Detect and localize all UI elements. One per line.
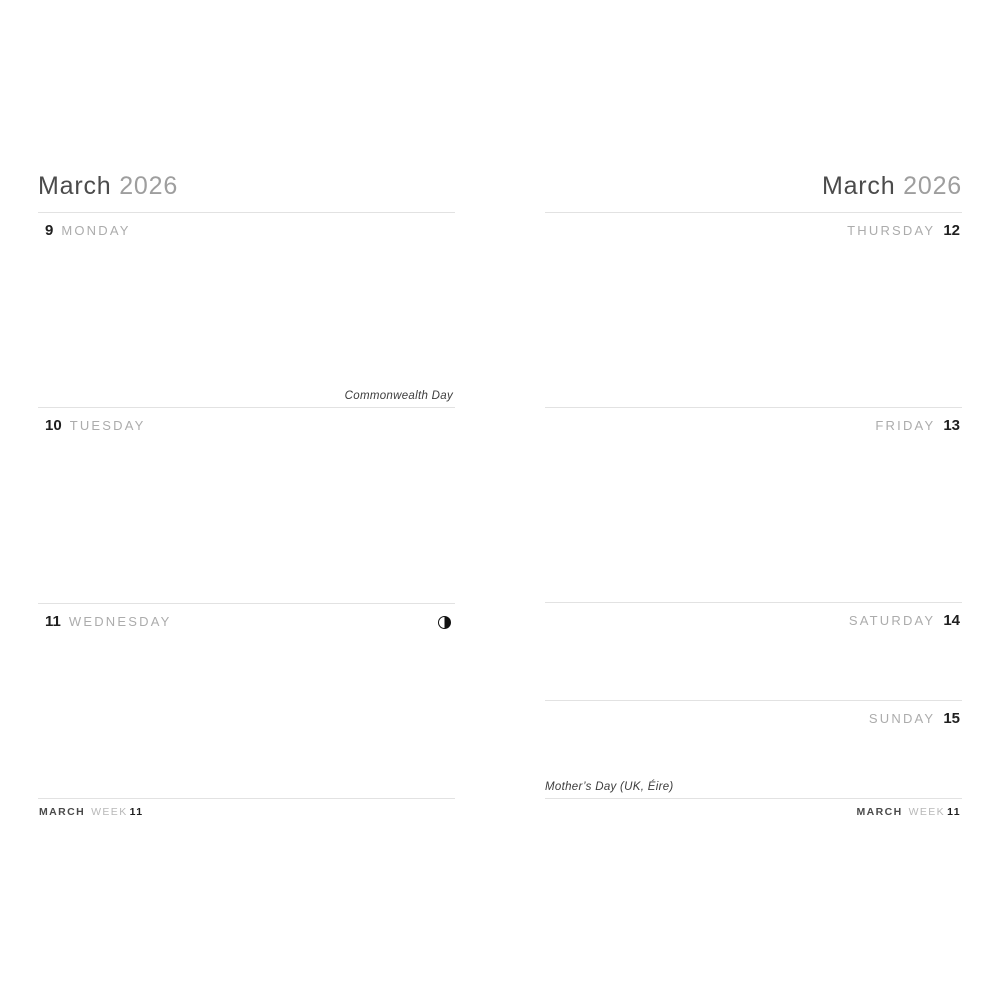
day-number: 11 — [45, 613, 61, 630]
day-header — [545, 611, 962, 631]
title-month: March — [821, 172, 896, 200]
holiday-label-commonwealth-day: Commonwealth Day — [344, 390, 453, 402]
day-name: THURSDAY — [847, 223, 936, 238]
page-title — [545, 172, 962, 201]
title-month: March — [38, 172, 112, 200]
day-number: 14 — [943, 612, 960, 629]
day-name: WEDNESDAY — [68, 614, 172, 629]
last-quarter-moon-icon — [438, 616, 451, 629]
day-number: 12 — [943, 222, 960, 239]
page-title — [38, 172, 455, 201]
day-header — [38, 221, 455, 241]
day-header — [545, 221, 962, 241]
day-name: MONDAY — [61, 223, 131, 238]
day-section-saturday — [545, 602, 962, 700]
day-number: 10 — [45, 417, 62, 434]
day-header — [38, 612, 455, 632]
title-year: 2026 — [119, 172, 179, 200]
title-year: 2026 — [903, 172, 962, 200]
day-section-thursday — [545, 212, 962, 407]
day-name: SUNDAY — [868, 711, 936, 726]
planner-page-left — [38, 160, 455, 840]
day-section-wednesday — [38, 603, 455, 798]
day-section-sunday — [545, 700, 962, 798]
day-name: FRIDAY — [875, 418, 936, 433]
day-section-friday — [545, 407, 962, 602]
day-header — [545, 709, 962, 729]
day-section-tuesday — [38, 407, 455, 603]
day-number: 15 — [943, 710, 960, 727]
day-number: 9 — [45, 222, 54, 239]
day-header — [545, 416, 962, 436]
planner-page-right — [545, 160, 962, 840]
footer-week-number: 11 — [129, 806, 144, 818]
day-name: SATURDAY — [848, 613, 936, 628]
footer-month: MARCH — [856, 806, 903, 818]
day-section-monday — [38, 212, 455, 407]
day-header — [38, 416, 455, 436]
footer-week-number: 11 — [947, 806, 961, 818]
day-number: 13 — [943, 417, 960, 434]
holiday-label-mothers-day: Mother’s Day (UK, Éire) — [545, 781, 674, 793]
footer-week-label: WEEK — [908, 806, 946, 818]
footer-week-label: WEEK — [91, 806, 128, 818]
footer-month: MARCH — [39, 806, 86, 818]
page-footer — [38, 798, 455, 819]
page-footer — [545, 798, 962, 819]
day-name: TUESDAY — [69, 418, 146, 433]
